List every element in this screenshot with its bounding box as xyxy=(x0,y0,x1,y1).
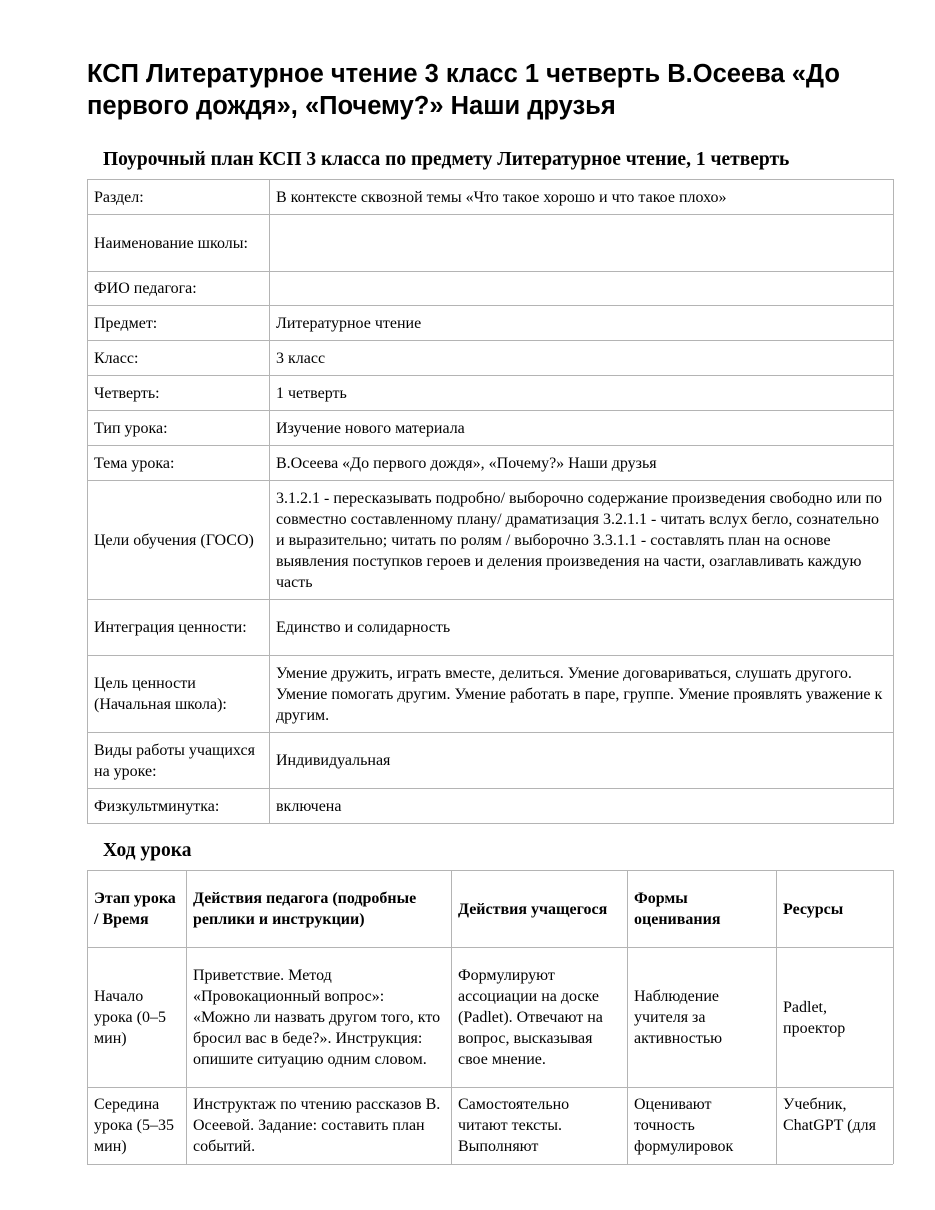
table-row xyxy=(88,341,894,376)
lesson-course-heading: Ход урока xyxy=(103,840,192,861)
table-cell: Инструктаж по чтению рассказов В. Осеевой. Задание: составить план событий. xyxy=(187,1088,452,1178)
info-value: Индивидуальная xyxy=(270,733,894,789)
plan-heading: Поурочный план КСП 3 класса по предмету Литературное чтение, 1 четверть xyxy=(103,149,790,170)
info-label: Тип урока: xyxy=(88,411,270,446)
table-cell: Самостоятельно читают тексты. Выполняют xyxy=(452,1088,628,1178)
document-title: КСП Литературное чтение 3 класс 1 четверть В.Осеева «До первого дождя», «Почему?» Наши друзья xyxy=(87,60,840,120)
info-label: Виды работы учащихся на уроке: xyxy=(88,733,270,789)
info-value: включена xyxy=(270,789,894,824)
table-row xyxy=(88,411,894,446)
lesson-info-table xyxy=(87,179,894,824)
info-label: Тема урока: xyxy=(88,446,270,481)
table-bottom-border xyxy=(87,1164,893,1165)
info-value: 3 класс xyxy=(270,341,894,376)
info-value: Изучение нового материала xyxy=(270,411,894,446)
info-value xyxy=(270,272,894,306)
info-label: Физкультминутка: xyxy=(88,789,270,824)
info-value: Литературное чтение xyxy=(270,306,894,341)
info-label: Наименование школы: xyxy=(88,215,270,272)
table-cell: Приветствие. Метод «Провокационный вопрос»: «Можно ли назвать другом того, кто бросил вас в беде?». Инструкция: опишите ситуацию одним словом. xyxy=(187,948,452,1088)
table-cell: Padlet, проектор xyxy=(777,948,894,1088)
info-value: Умение дружить, играть вместе, делиться. Умение договариваться, слушать другого. Умение помогать другим. Умение работать в паре, группе. Умение проявлять уважение к другим. xyxy=(270,656,894,733)
info-label: Цель ценности (Начальная школа): xyxy=(88,656,270,733)
table-header-row xyxy=(88,871,894,948)
table-cell: Середина урока (5–35 мин) xyxy=(88,1088,187,1178)
table-row xyxy=(88,306,894,341)
column-header-resources: Ресурсы xyxy=(777,871,894,948)
table-cell: Учебник, ChatGPT (для xyxy=(777,1088,894,1178)
info-value xyxy=(270,215,894,272)
info-value: В контексте сквозной темы «Что такое хорошо и что такое плохо» xyxy=(270,180,894,215)
info-label: Интеграция ценности: xyxy=(88,600,270,656)
info-label: Раздел: xyxy=(88,180,270,215)
table-row xyxy=(88,481,894,600)
table-row xyxy=(88,446,894,481)
table-row xyxy=(88,948,894,1088)
info-label: ФИО педагога: xyxy=(88,272,270,306)
table-row xyxy=(88,180,894,215)
table-row xyxy=(88,789,894,824)
table-row xyxy=(88,600,894,656)
table-row xyxy=(88,272,894,306)
table-cell: Наблюдение учителя за активностью xyxy=(628,948,777,1088)
lesson-course-table xyxy=(87,870,894,1178)
table-row xyxy=(88,733,894,789)
table-cell: Начало урока (0–5 мин) xyxy=(88,948,187,1088)
info-value: Единство и солидарность xyxy=(270,600,894,656)
column-header-student-actions: Действия учащегося xyxy=(452,871,628,948)
info-label: Цели обучения (ГОСО) xyxy=(88,481,270,600)
info-label: Предмет: xyxy=(88,306,270,341)
table-cell: Формулируют ассоциации на доске (Padlet). Отвечают на вопрос, высказывая свое мнение. xyxy=(452,948,628,1088)
column-header-stage: Этап урока / Время xyxy=(88,871,187,948)
table-row xyxy=(88,215,894,272)
column-header-assessment: Формы оценивания xyxy=(628,871,777,948)
info-value: 1 четверть xyxy=(270,376,894,411)
info-value: В.Осеева «До первого дождя», «Почему?» Наши друзья xyxy=(270,446,894,481)
info-label: Класс: xyxy=(88,341,270,376)
info-value: 3.1.2.1 - пересказывать подробно/ выборочно содержание произведения свободно или по совместно составленному плану/ драматизация 3.2.1.1 - читать вслух бегло, сознательно и выразительно; читать по ролям / выборочно 3.3.1.1 - составлять план на основе выявления поступков героев и деления произведения на части, озаглавливать каждую часть xyxy=(270,481,894,600)
column-header-teacher-actions: Действия педагога (подробные реплики и инструкции) xyxy=(187,871,452,948)
table-row xyxy=(88,656,894,733)
table-row xyxy=(88,376,894,411)
table-cell: Оценивают точность формулировок xyxy=(628,1088,777,1178)
page-bottom-margin xyxy=(0,1164,935,1210)
info-label: Четверть: xyxy=(88,376,270,411)
